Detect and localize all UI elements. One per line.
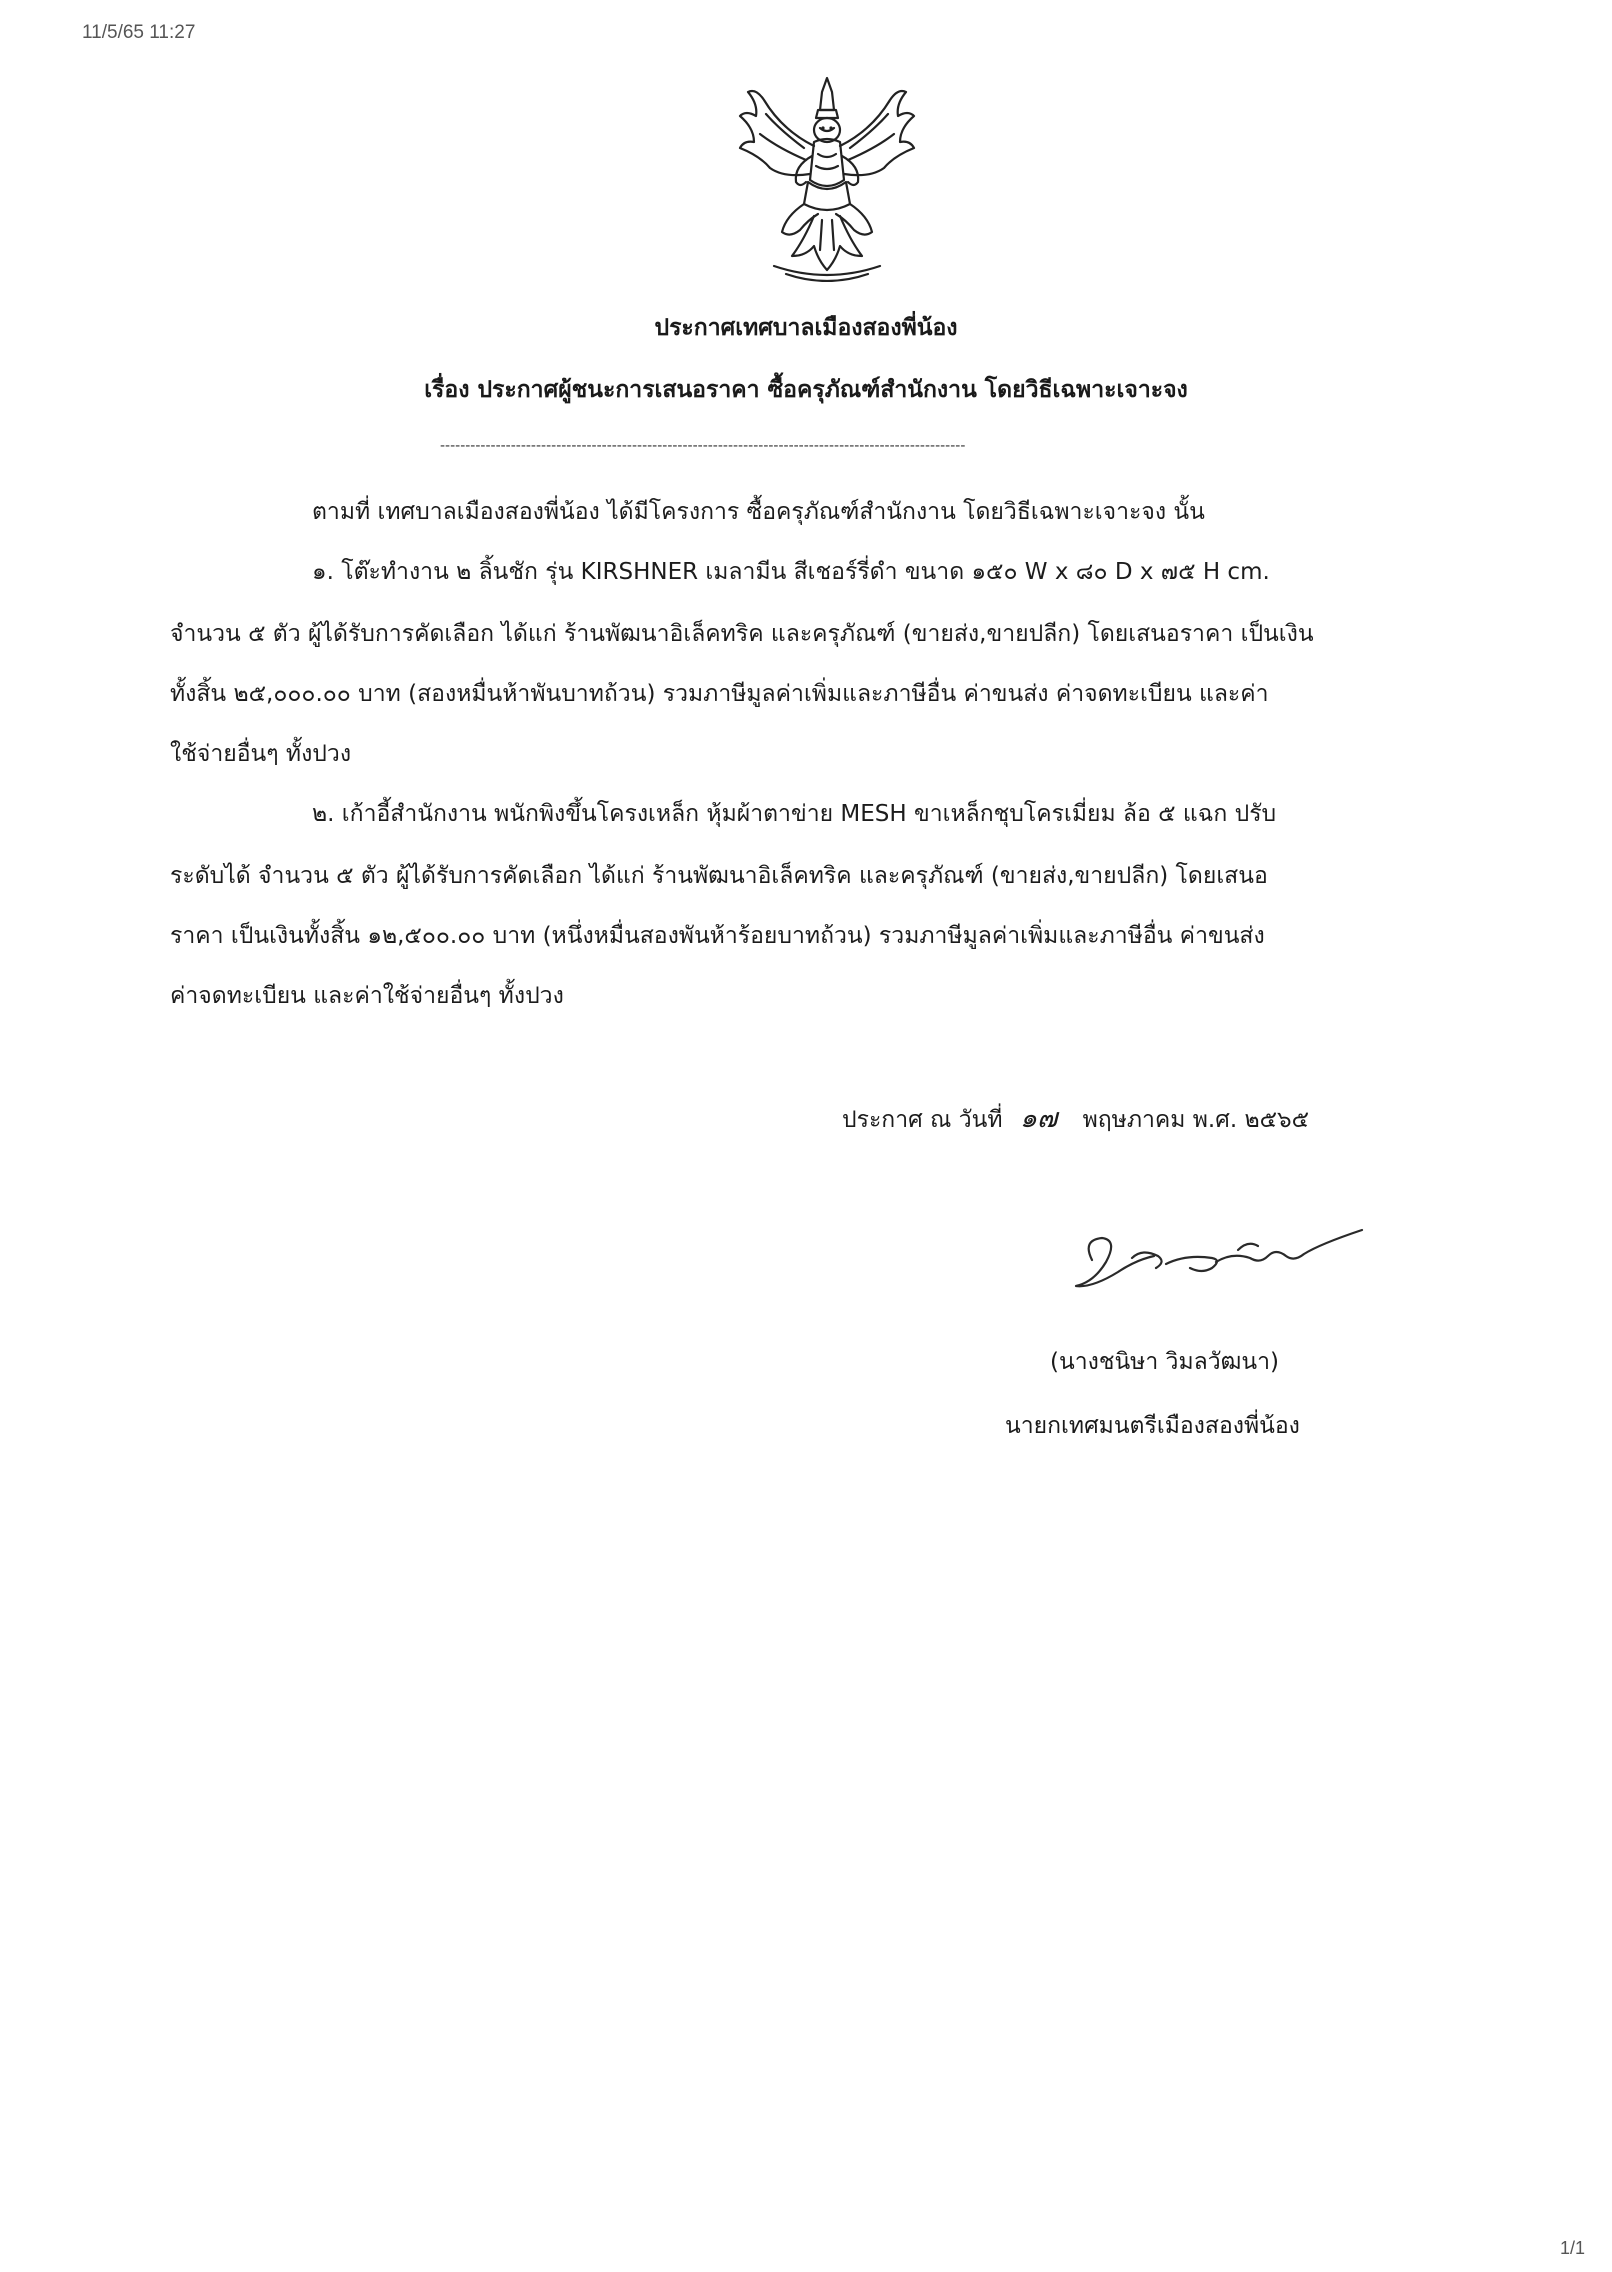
intro-paragraph: ตามที่ เทศบาลเมืองสองพี่น้อง ได้มีโครงการ ซื้อครุภัณฑ์สำนักงาน โดยวิธีเฉพาะเจาะจง นั้น (312, 499, 1205, 525)
item-2-line-4: ค่าจดทะเบียน และค่าใช้จ่ายอื่นๆ ทั้งปวง (170, 983, 564, 1009)
print-timestamp: 11/5/65 11:27 (82, 22, 196, 43)
date-day: ๑๗ (1019, 1103, 1058, 1134)
announcement-subject: เรื่อง ประกาศผู้ชนะการเสนอราคา ซื้อครุภัณฑ์สำนักงาน โดยวิธีเฉพาะเจาะจง (424, 377, 1188, 403)
item-2-line-3: ราคา เป็นเงินทั้งสิ้น ๑๒,๕๐๐.๐๐ บาท (หนึ่งหมื่นสองพันห้าร้อยบาทถ้วน) รวมภาษีมูลค่าเพิ่มและภาษีอื่น ค่าขนส่ง (170, 923, 1265, 949)
item-1-line-1: ๑. โต๊ะทำงาน ๒ ลิ้นชัก รุ่น KIRSHNER เมลามีน สีเชอร์รี่ดำ ขนาด ๑๕๐ W x ๘๐ D x ๗๕ H cm. (312, 559, 1270, 585)
separator-line: -------------------------------------------------------------------------------------------------------- (440, 438, 966, 454)
date-line (842, 1096, 1309, 1139)
page-counter: 1/1 (1560, 2238, 1586, 2258)
date-month-year: พฤษภาคม พ.ศ. ๒๕๖๕ (1082, 1107, 1310, 1133)
announcement-title: ประกาศเทศบาลเมืองสองพี่น้อง (654, 315, 958, 341)
signatory-name: (นางชนิษา วิมลวัฒนา) (1050, 1349, 1280, 1375)
date-prefix: ประกาศ ณ วันที่ (842, 1107, 1003, 1133)
item-1-line-2: จำนวน ๕ ตัว ผู้ได้รับการคัดเลือก ได้แก่ ร้านพัฒนาอิเล็คทริค และครุภัณฑ์ (ขายส่ง,ขายปลีก) โดยเสนอราคา เป็นเงิน (170, 621, 1314, 647)
garuda-emblem-icon (734, 70, 920, 282)
item-2-line-1: ๒. เก้าอี้สำนักงาน พนักพิงขึ้นโครงเหล็ก หุ้มผ้าตาข่าย MESH ขาเหล็กชุบโครเมี่ยม ล้อ ๕ แฉก ปรับ (312, 801, 1277, 827)
item-2-line-2: ระดับได้ จำนวน ๕ ตัว ผู้ได้รับการคัดเลือก ได้แก่ ร้านพัฒนาอิเล็คทริค และครุภัณฑ์ (ขายส่ง,ขายปลีก) โดยเสนอ (170, 863, 1268, 889)
item-1-line-3: ทั้งสิ้น ๒๕,๐๐๐.๐๐ บาท (สองหมื่นห้าพันบาทถ้วน) รวมภาษีมูลค่าเพิ่มและภาษีอื่น ค่าขนส่ง ค่าจดทะเบียน และค่า (170, 681, 1269, 707)
item-1-line-4: ใช้จ่ายอื่นๆ ทั้งปวง (170, 741, 352, 767)
signatory-position: นายกเทศมนตรีเมืองสองพี่น้อง (1005, 1413, 1300, 1439)
handwritten-signature (1062, 1200, 1372, 1310)
